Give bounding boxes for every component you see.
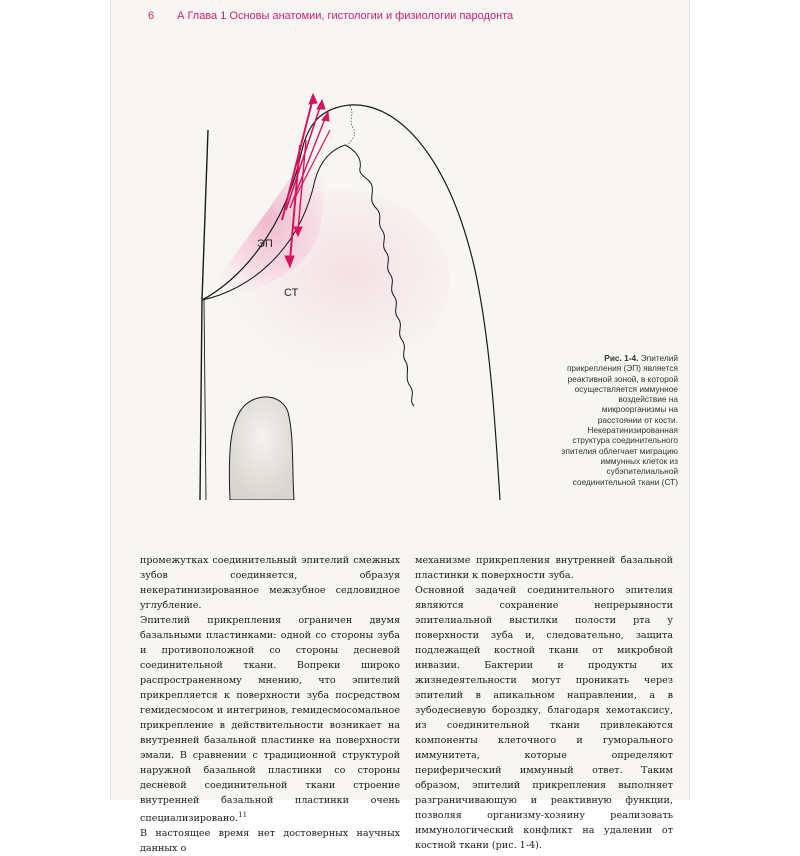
paragraph-4: механизме прикрепления внутренней базальной пластинки к поверхности зуба. <box>415 555 673 581</box>
running-head <box>148 10 513 22</box>
paragraph-2 <box>140 613 400 826</box>
paragraph-5: Основной задачей соединительного эпителия являются сохранение непрерывности эпителиальной выстилки полости рта у поверхности зуба и, следовательно, защита подлежащей костной ткани от микробной инвазии. Бактерии и продукты их жизнедеятельности могут проникать через эпителий в апикальном направлении, а в зубодесневую бороздку, благодаря хемотаксису, из соединительной ткани привлекаются компоненты клеточного и гуморального иммунитета, которые определяют периферический иммунный ответ. Таким образом, эпителий прикрепления выполняет разграничивающую и реактивную функции, позволяя организму-хозяину реализовать иммунологический конфликт на удалении от костной ткани (рис. 1-4). <box>415 585 673 851</box>
paragraph-2-text: Эпителий прикрепления ограничен двумя базальными пластинками: одной со стороны зуба и противоположной со стороны десневой соединительной ткани. Вопреки широко распространенному мнению, что эпителий прикрепляется к поверхности зуба посредством гемидесмосом и интегринов, гемидесмосомальное прикрепление в действительности возникает на внутренней базальной пластинке на поверхности эмали. В сравнении с традиционной структурой наружной базальной пластинки со стороны десневой соединительной ткани строение внутренней базальной пластинки очень специализировано. <box>140 615 400 825</box>
chapter-title: А Глава 1 Основы анатомии, гистологии и физиологии пародонта <box>177 10 514 22</box>
gingiva-diagram <box>190 90 520 500</box>
page-number: 6 <box>148 10 155 22</box>
left-column <box>140 553 400 856</box>
right-column <box>415 553 673 853</box>
tooth-surface-line-2 <box>204 300 206 500</box>
alveolar-bone <box>229 397 294 500</box>
paragraph-1: промежутках соединительный эпителий смежных зубов соединяется, образуя некератинизированное межзубное седловидное углубление. <box>140 555 400 611</box>
footnote-ref: 11 <box>238 811 248 819</box>
pink-haze <box>230 190 450 370</box>
figure-1-4 <box>190 90 520 500</box>
paragraph-3: В настоящее время нет достоверных научных данных о <box>140 828 400 855</box>
crevice-dotted <box>346 106 355 146</box>
figure-caption <box>556 353 678 487</box>
label-ct: СТ <box>284 287 299 299</box>
caption-title: Рис. 1-4. <box>604 353 639 363</box>
caption-text: Эпителий прикрепления (ЭП) является реактивной зоной, в которой осуществляется иммунное воздействие на микроорганизмы на расстоянии от кости. Некератинизированная структура соединительного эпителия облегчает миграцию иммунных клеток из субэпителиальной соединительной ткани (СТ) <box>561 353 678 487</box>
label-ep: ЭП <box>257 238 273 250</box>
